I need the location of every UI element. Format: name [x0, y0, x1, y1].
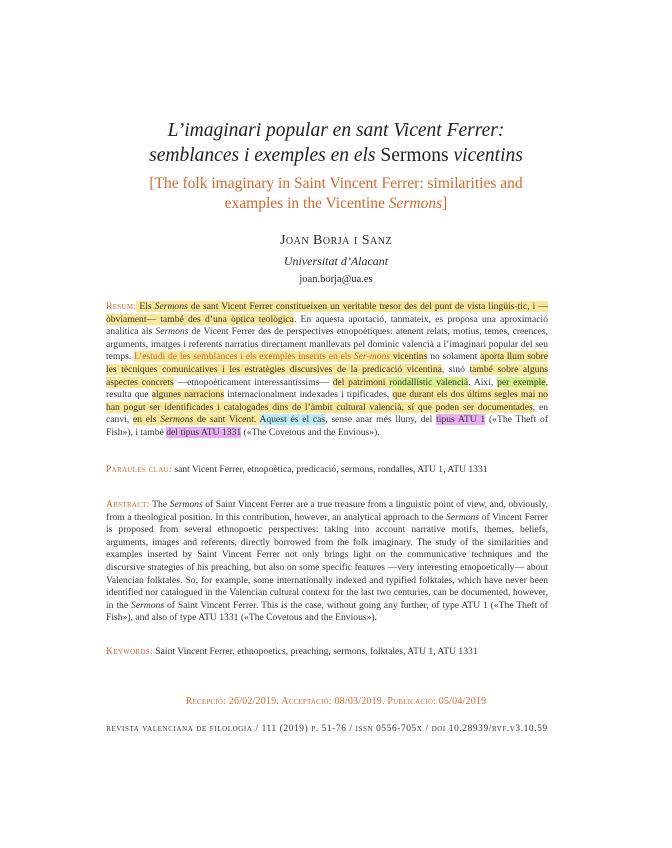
- paraules-clau-text: sant Vicent Ferrer, etnopoètica, predicació, sermons, rondalles, ATU 1, ATU 1331: [171, 464, 488, 475]
- resum-highlight-pink: tipus ATU 1: [436, 414, 486, 426]
- publication-dates: Recepció: 26/02/2019. Acceptació: 08/03/2019. Publicació: 05/04/2019: [185, 696, 487, 707]
- resum-highlight-green: per exemple: [497, 376, 546, 388]
- abstract-text: of Saint Vincent Ferrer. This is the case, without going any further, of type ATU 1 («The Theft of Fish»), and also of type ATU 1331 («The Covetous and the Envious»).: [106, 599, 548, 624]
- resum-text: Els: [136, 301, 155, 312]
- resum-text: internacionalment indexades i tipificades,: [224, 389, 393, 401]
- abstract-label: Abstract:: [106, 499, 150, 510]
- subtitle-italic-text: Sermons: [388, 195, 443, 212]
- resum-text: , sinó: [441, 363, 470, 375]
- resum-text: , resulta que: [106, 376, 548, 401]
- resum-text: . En aquesta aportació, tanmateix, es proposa una aproximació analítica als: [106, 313, 548, 338]
- resum-highlight: teològica: [258, 313, 294, 325]
- abstract-italic: Sermons: [131, 599, 165, 611]
- resum-highlight-cyan: Aquest és el cas: [259, 414, 326, 426]
- resum-highlight: L’estudi de les semblances i els exemples inserits en els: [134, 351, 354, 363]
- keywords-paragraph: [106, 646, 548, 659]
- author-affiliation: Universitat d’Alacant: [283, 254, 389, 268]
- english-title-line-1: [The folk imaginary in Saint Vincent Ferrer: similarities and: [149, 175, 523, 192]
- abstract-text: of Vincent Ferrer is proposed from several ethnopoetic perspectives: taking into account narrative motifs, themes, beliefs, arguments, images and referents, directly borrowed from the folk imaginary. The study of the similarities and examples inserted by Saint Vincent Ferrer not only brings light on the communicative techniques and the discursive strategies of his preaching, but also on some specific features —very interesting etnopoetically— about Valencian folktales. So, for example, some internationally indexed and typified folktales, which have never been identified nor catalogued in the Valencian cultural context for the last two centuries, can be documented, however, in the: [106, 511, 549, 611]
- resum-text: , en canvi,: [106, 401, 549, 426]
- resum-highlight: en els: [132, 414, 161, 426]
- resum-highlight-green: rondallístic valencià: [389, 376, 469, 388]
- paraules-clau-paragraph: [106, 464, 548, 477]
- resum-text: («The Theft of Fish»), i també: [106, 414, 549, 438]
- abstract-text: of Saint Vincent Ferrer are a true treasure from a linguistic point of view, and, obviously, from a theological position. In this contribution, however, an analytical approach to the: [106, 499, 548, 523]
- resum-highlight: del patrimoni: [332, 376, 390, 388]
- resum-text: —etnopoèticament interessantíssims—: [173, 376, 333, 388]
- resum-highlight: vicentins: [390, 351, 428, 363]
- resum-highlight: aporta llum sobre les tècniques comunicatives i les estratègies discursives de la predicació vicentina: [106, 351, 548, 375]
- resum-italic: Sermons: [154, 301, 188, 312]
- resum-highlight: que durant els dos últims segles mai no han pogut ser identificades i catalogades dins de l’àmbit cultural valencià, sí que poden ser documentades: [106, 389, 548, 413]
- abstract-italic: Sermons: [446, 511, 480, 523]
- resum-highlight: també sobre alguns aspectes concrets: [106, 363, 548, 388]
- resum-italic: Sermons: [160, 414, 194, 426]
- abstract-text: The: [149, 499, 170, 510]
- resum-highlight: de sant Vicent.: [193, 414, 260, 426]
- english-title-line-2: [0, 194, 672, 214]
- abstract-paragraph: [106, 499, 548, 625]
- journal-citation: revista valenciana de filologia / 111 (2019) p. 51-76 / issn 0556-705x / doi 10.28939/rvf.v3.10.59: [106, 724, 548, 734]
- article-title-line-2: [0, 143, 672, 168]
- resum-paragraph: [106, 301, 548, 440]
- article-title-line-1: L’imaginari popular en sant Vicent Ferrer:: [167, 120, 505, 141]
- subtitle-text: examples in the Vicentine: [224, 195, 389, 212]
- subtitle-text: ]: [442, 195, 448, 212]
- keywords-label: Keywords:: [106, 646, 153, 657]
- resum-text: no solament: [427, 351, 481, 363]
- resum-text: , sense anar més lluny, del: [325, 414, 437, 426]
- keywords-text: Saint Vincent Ferrer, ethnopoetics, preaching, sermons, folktales, ATU 1, ATU 1331: [152, 646, 478, 657]
- resum-text: . Així,: [468, 376, 498, 388]
- resum-italic: Ser-mons: [353, 351, 391, 363]
- title-upright-text: Sermons: [380, 145, 449, 166]
- abstract-italic: Sermons: [169, 499, 203, 510]
- title-text: semblances i exemples en els: [149, 145, 381, 166]
- resum-text: de Vicent Ferrer des de perspectives etnopoètiques: atenent relats, motius, temes, creences, arguments, imatges i referents narratius directament manllevats pel dominic valencià a l’imaginari popular del seu temps.: [106, 326, 548, 363]
- resum-highlight-pink: del tipus ATU 1331: [166, 426, 242, 438]
- resum-text: («The Covetous and the Envious»).: [241, 426, 380, 438]
- paraules-clau-label: Paraules clau:: [106, 464, 172, 475]
- author-name: Joan Borja i Sanz: [279, 233, 393, 248]
- author-email[interactable]: joan.borja@ua.es: [299, 274, 373, 285]
- resum-italic: Sermons: [155, 326, 189, 338]
- resum-highlight: algunes narracions: [151, 389, 225, 401]
- resum-text: de sant Vicent Ferrer constitueixen un veritable tresor des del punt de vista lingüís-tic, i —òbviament— també des d’una òptica: [106, 301, 548, 325]
- resum-label: Resum:: [106, 301, 137, 312]
- title-text: vicentins: [448, 145, 523, 166]
